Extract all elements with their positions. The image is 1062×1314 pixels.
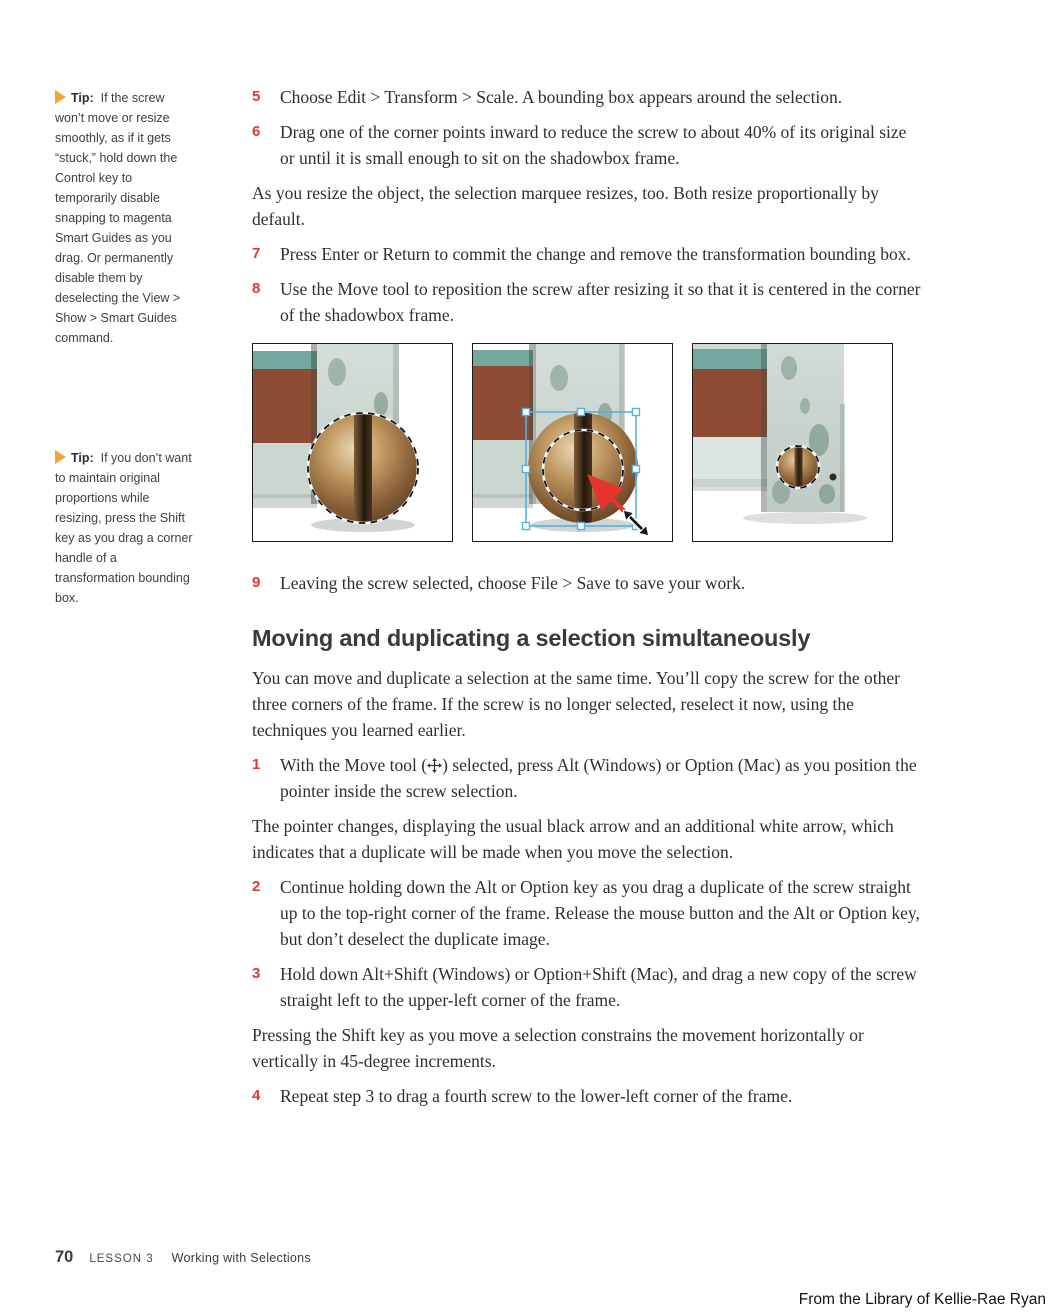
paragraph-resize-note: As you resize the object, the selection marquee resizes, too. Both resize proportionally by default. bbox=[252, 183, 879, 229]
step-text: Press Enter or Return to commit the change and remove the transformation bounding box. bbox=[280, 244, 911, 264]
tip-triangle-icon bbox=[55, 450, 66, 464]
screw-scaling-photo bbox=[473, 344, 672, 541]
step-number: 9 bbox=[252, 574, 261, 591]
step-number: 3 bbox=[252, 965, 261, 982]
step-6 bbox=[252, 119, 922, 171]
figure-panel-screw-selected bbox=[252, 343, 453, 542]
step-text: Use the Move tool to reposition the screw after resizing it so that it is centered in the corner of the shadowbox frame. bbox=[280, 279, 921, 325]
step-4 bbox=[252, 1083, 922, 1109]
figure-panel-screw-scaling bbox=[472, 343, 673, 542]
tip-text: If you don’t want to maintain original proportions while resizing, press the Shift key as you drag a corner handle of a transformation bounding box. bbox=[55, 451, 193, 605]
step-text: Leaving the screw selected, choose File > Save to save your work. bbox=[280, 573, 746, 593]
step-number: 4 bbox=[252, 1087, 261, 1104]
tip-label: Tip: bbox=[71, 451, 94, 465]
tip-triangle-icon bbox=[55, 90, 66, 104]
step-number: 5 bbox=[252, 88, 261, 105]
photo-teal-band bbox=[253, 351, 317, 369]
photo-rust-band bbox=[253, 369, 317, 443]
section-heading: Moving and duplicating a selection simultaneously bbox=[252, 625, 811, 651]
photo-teal-band bbox=[473, 350, 533, 366]
step-text: Drag one of the corner points inward to reduce the screw to about 40% of its original size or until it is small enough to sit on the shadowbox frame. bbox=[280, 122, 907, 168]
screw-resized-photo bbox=[693, 344, 892, 541]
step-number: 6 bbox=[252, 123, 261, 140]
margin-tip-smart-guides bbox=[55, 88, 197, 348]
screw-slot bbox=[354, 413, 372, 525]
screw-selected-photo bbox=[253, 344, 452, 541]
step-text-before-icon: With the Move tool ( bbox=[280, 755, 428, 775]
margin-tip-shift-resize bbox=[55, 448, 197, 608]
tip-text: If the screw won’t move or resize smoothly, as if it gets “stuck,” hold down the Control key to temporarily disable snapping to magenta Smart Guides as you drag. Or permanently disable them by deselecting the View > Show > Smart Guides command. bbox=[55, 91, 181, 345]
page-number: 70 bbox=[55, 1248, 74, 1266]
screw-slot bbox=[795, 445, 803, 489]
step-1 bbox=[252, 752, 922, 804]
step-number: 8 bbox=[252, 280, 261, 297]
move-tool-icon bbox=[427, 758, 442, 773]
main-text-column bbox=[252, 84, 922, 1118]
frame-hole-dot bbox=[830, 474, 837, 481]
step-number: 1 bbox=[252, 756, 261, 773]
step-text bbox=[280, 752, 922, 804]
step-8 bbox=[252, 276, 922, 328]
step-text-after-icon: ) selected, press Alt (Windows) or Option (Mac) as you position the pointer inside the screw selection. bbox=[280, 755, 917, 801]
step-7 bbox=[252, 241, 922, 267]
step-number: 2 bbox=[252, 878, 261, 895]
page-footer bbox=[55, 1248, 311, 1267]
step-5 bbox=[252, 84, 922, 110]
step-number: 7 bbox=[252, 245, 261, 262]
figure-panel-screw-resized bbox=[692, 343, 893, 542]
figure-row-screw-resize bbox=[252, 343, 922, 542]
paragraph-section-intro: You can move and duplicate a selection at the same time. You’ll copy the screw for the other three corners of the frame. If the screw is no longer selected, reselect it now, using the techniques you learned earlier. bbox=[252, 668, 900, 740]
step-2 bbox=[252, 874, 922, 952]
paragraph-shift-note: Pressing the Shift key as you move a selection constrains the movement horizontally or vertically in 45-degree increments. bbox=[252, 1025, 864, 1071]
frame-shadow bbox=[743, 512, 867, 524]
step-3 bbox=[252, 961, 922, 1013]
step-text: Choose Edit > Transform > Scale. A bounding box appears around the selection. bbox=[280, 87, 843, 107]
photo-rust-band bbox=[693, 369, 767, 437]
photo-rust-band bbox=[473, 366, 533, 440]
paragraph-pointer-note: The pointer changes, displaying the usual black arrow and an additional white arrow, which indicates that a duplicate will be made when you move the selection. bbox=[252, 816, 894, 862]
step-text: Continue holding down the Alt or Option key as you drag a duplicate of the screw straight up to the top-right corner of the frame. Release the mouse button and the Alt or Option key, but don’t deselect the duplicate image. bbox=[280, 877, 920, 949]
photo-teal-band bbox=[693, 349, 767, 369]
library-watermark: From the Library of Kellie-Rae Ryan bbox=[798, 1291, 1046, 1308]
step-9 bbox=[252, 570, 922, 596]
lesson-label: LESSON 3 bbox=[89, 1253, 154, 1265]
step-text: Repeat step 3 to drag a fourth screw to the lower-left corner of the frame. bbox=[280, 1086, 793, 1106]
transform-handle bbox=[578, 523, 585, 530]
step-text: Hold down Alt+Shift (Windows) or Option+Shift (Mac), and drag a new copy of the screw straight left to the upper-left corner of the frame. bbox=[280, 964, 917, 1010]
tip-label: Tip: bbox=[71, 91, 94, 105]
lesson-title: Working with Selections bbox=[171, 1251, 311, 1265]
